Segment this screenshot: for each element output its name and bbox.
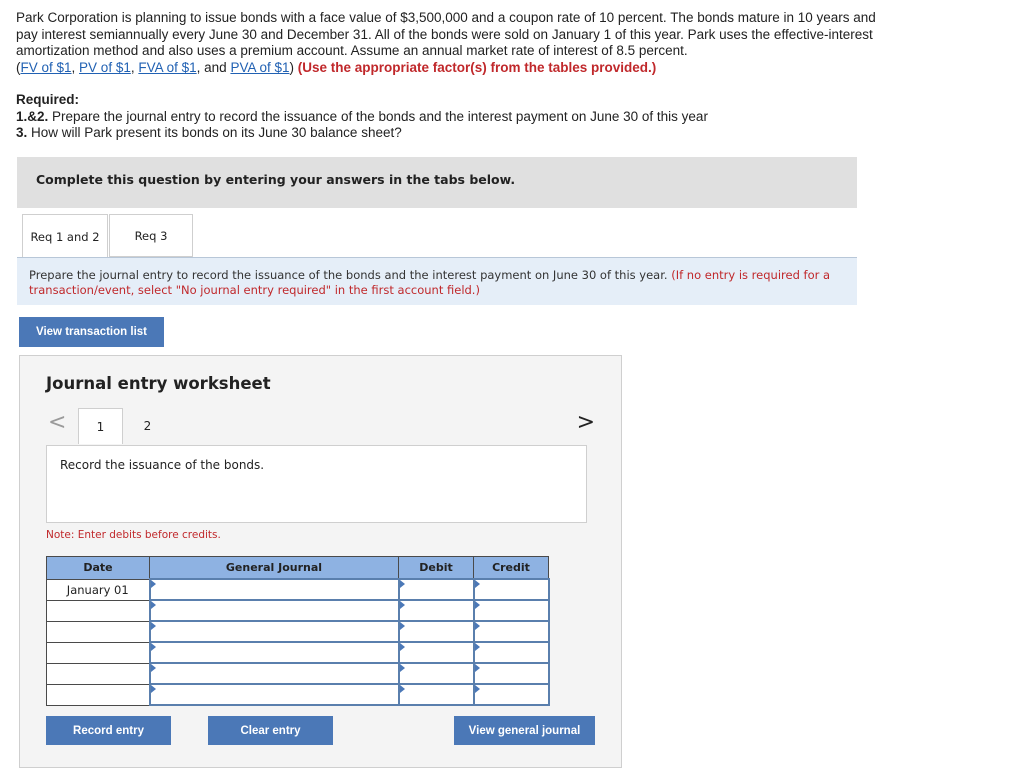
date-cell <box>47 621 150 642</box>
debit-input[interactable] <box>399 684 474 705</box>
required-item-text: How will Park present its bonds on its June 30 balance sheet? <box>27 125 402 140</box>
credit-input[interactable] <box>474 621 549 642</box>
col-date: Date <box>47 557 150 580</box>
journal-entry-worksheet <box>19 355 622 768</box>
account-input[interactable] <box>150 579 399 600</box>
debits-note: Note: Enter debits before credits. <box>46 529 221 541</box>
problem-text: Park Corporation is planning to issue bonds with a face value of $3,500,000 and a coupon rate of 10 percent. The bonds mature in 10 years and pay interest semiannually every June 30 and December 31. All of the bonds were sold on January 1 of this year. Park uses the effective-interest amortization method and also uses a premium account. Assume an annual market rate of interest of 8.5 percent. <box>16 10 876 58</box>
instruction-panel <box>17 258 857 305</box>
transaction-description <box>46 445 587 523</box>
required-item-number: 3. <box>16 125 28 140</box>
account-input[interactable] <box>150 684 399 705</box>
tab-label: Req 1 and 2 <box>30 229 100 244</box>
step-2[interactable]: 2 <box>143 419 152 433</box>
required-section <box>16 92 876 142</box>
paren-close: ) <box>289 59 294 75</box>
debit-input[interactable] <box>399 621 474 642</box>
date-cell <box>47 642 150 663</box>
account-input[interactable] <box>150 663 399 684</box>
required-item-1 <box>16 109 876 126</box>
chevron-right-icon[interactable]: > <box>576 410 595 435</box>
date-cell: January 01 <box>47 579 150 600</box>
table-row <box>47 621 549 642</box>
instructions-band <box>17 157 857 208</box>
view-transaction-list-button[interactable]: View transaction list <box>19 317 164 347</box>
problem-statement <box>16 10 876 76</box>
credit-input[interactable] <box>474 579 549 600</box>
col-debit: Debit <box>399 557 474 580</box>
chevron-left-icon[interactable]: < <box>48 410 67 435</box>
paren-open: ( <box>16 59 21 75</box>
instruction-note: (If no entry is required for a transaction/event, select "No journal entry required" in the first account field.) <box>29 268 831 297</box>
col-general-journal: General Journal <box>150 557 399 580</box>
debit-input[interactable] <box>399 663 474 684</box>
tab-req-1-and-2[interactable] <box>22 214 108 258</box>
table-row <box>47 579 549 600</box>
required-item-number: 1.&2. <box>16 108 49 124</box>
record-entry-button[interactable]: Record entry <box>46 716 171 745</box>
required-item-text: Prepare the journal entry to record the issuance of the bonds and the interest payment on June 30 of this year <box>48 108 708 124</box>
debit-input[interactable] <box>399 579 474 600</box>
table-row <box>47 642 549 663</box>
separator: , and <box>196 59 231 75</box>
tab-label: Req 3 <box>134 228 168 243</box>
credit-input[interactable] <box>474 642 549 663</box>
instruction-text: Prepare the journal entry to record the issuance of the bonds and the interest payment on June 30 of this year. <box>29 268 668 282</box>
journal-table <box>46 556 550 706</box>
date-cell <box>47 684 150 705</box>
clear-entry-button[interactable]: Clear entry <box>208 716 333 745</box>
date-cell <box>47 600 150 621</box>
fva-link[interactable]: FVA of $1 <box>138 59 197 75</box>
view-general-journal-button[interactable]: View general journal <box>454 716 595 745</box>
fv-link[interactable]: FV of $1 <box>20 59 72 75</box>
table-row <box>47 663 549 684</box>
tab-req-3[interactable] <box>109 214 193 257</box>
account-input[interactable] <box>150 600 399 621</box>
account-input[interactable] <box>150 621 399 642</box>
required-item-2 <box>16 125 876 142</box>
col-credit: Credit <box>474 557 549 580</box>
tables-instruction: (Use the appropriate factor(s) from the tables provided.) <box>297 59 657 75</box>
band-text: Complete this question by entering your answers in the tabs below. <box>36 172 516 187</box>
separator: , <box>71 59 80 75</box>
credit-input[interactable] <box>474 663 549 684</box>
date-cell <box>47 663 150 684</box>
account-input[interactable] <box>150 642 399 663</box>
description-text: Record the issuance of the bonds. <box>60 458 265 472</box>
credit-input[interactable] <box>474 684 549 705</box>
debit-input[interactable] <box>399 642 474 663</box>
separator: , <box>130 59 139 75</box>
step-1[interactable]: 1 <box>78 408 123 444</box>
debit-input[interactable] <box>399 600 474 621</box>
pva-link[interactable]: PVA of $1 <box>230 59 290 75</box>
credit-input[interactable] <box>474 600 549 621</box>
table-header-row <box>47 557 549 580</box>
worksheet-title: Journal entry worksheet <box>46 374 271 393</box>
pv-link[interactable]: PV of $1 <box>79 59 131 75</box>
table-row <box>47 600 549 621</box>
table-row <box>47 684 549 705</box>
required-heading: Required: <box>16 92 80 107</box>
